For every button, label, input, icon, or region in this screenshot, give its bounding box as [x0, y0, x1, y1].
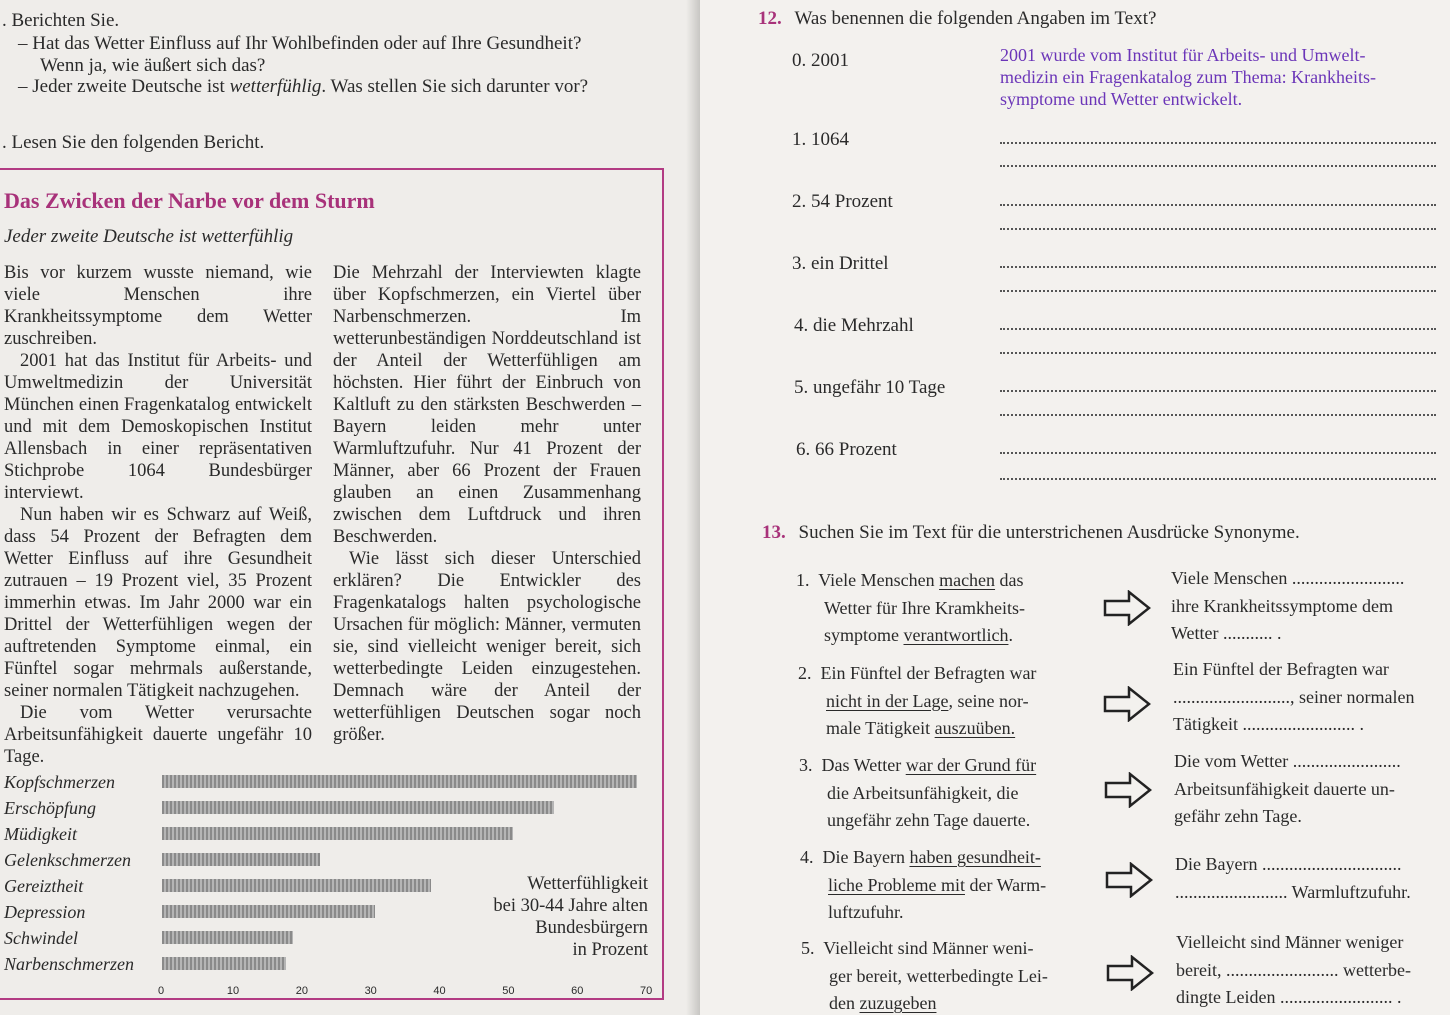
exercise-13-heading	[762, 522, 1300, 544]
bar	[162, 801, 554, 814]
underlined-expression: liche Probleme mit	[828, 874, 965, 895]
article-title: Das Zwicken der Narbe vor dem Sturm	[4, 188, 375, 213]
q12-item-label: 6. 66 Prozent	[796, 439, 897, 460]
bar-label: Gereiztheit	[4, 876, 84, 896]
x-tick-label: 10	[226, 985, 240, 997]
underlined-expression: haben gesundheit-	[909, 847, 1041, 867]
q12-item-label: 3. ein Drittel	[792, 253, 889, 274]
answer-line[interactable]	[1000, 266, 1436, 268]
bar-label: Narbenschmerzen	[4, 954, 134, 974]
answer-line[interactable]	[1000, 142, 1436, 144]
q12-item-label: 1. 1064	[792, 129, 849, 150]
synonym-item: 2. Ein Fünftel der Befragten war nicht in der Lage, seine nor- male Tätigkeit auszuüben.	[798, 663, 1037, 738]
underlined-expression: verantwortlich	[903, 625, 1009, 645]
synonym-item: 4. Die Bayern haben gesundheit- liche Probleme mit der Warm- luftzufuhr.	[800, 847, 1047, 922]
article-paragraph: 2001 hat das Institut für Arbeits- und Umweltmedizin der Universität München einen Fragenkatalog entwickelt und mit dem Demoskopischen Institut Allensbach in einer repräsentativen Stichprobe 1064 Bundesbürger interviewt.	[4, 351, 312, 503]
synonym-answer: Die Bayern ............................... ......................... Warmluftzufuhr.	[1175, 854, 1411, 902]
x-tick-label: 0	[158, 985, 165, 997]
bar-label: Gelenkschmerzen	[4, 850, 131, 870]
bar	[162, 957, 286, 970]
bar-label: Kopfschmerzen	[4, 772, 115, 792]
right-page	[700, 0, 1450, 1015]
bar	[162, 827, 513, 840]
synonym-item: 1. Viele Menschen machen das Wetter für Ihre Kramkheits- symptome verantwortlich.	[796, 570, 1025, 645]
answer-line[interactable]	[1000, 352, 1436, 354]
x-tick-label: 20	[295, 985, 308, 997]
task-intro-line: . Berichten Sie.	[2, 10, 120, 31]
x-tick-label: 70	[640, 985, 653, 997]
q12-item-label: 5. ungefähr 10 Tage	[794, 377, 946, 398]
underlined-expression: machen	[939, 570, 996, 590]
task-read-instruction: . Lesen Sie den folgenden Bericht.	[2, 132, 265, 153]
answer-line[interactable]	[1000, 228, 1436, 230]
underlined-expression: nicht in der Lage	[826, 690, 949, 711]
bar-label: Schwindel	[4, 928, 78, 948]
bar-label: Depression	[4, 902, 86, 922]
exercise-12-heading	[758, 8, 1156, 30]
bar	[162, 879, 431, 892]
x-tick-label: 60	[571, 985, 584, 997]
bar	[162, 775, 637, 788]
exercise-instruction: Was benennen die folgenden Angaben im Text?	[794, 8, 1157, 29]
underlined-expression: war der Grund für	[905, 755, 1037, 775]
bar-label: Erschöpfung	[4, 798, 96, 818]
bar	[162, 931, 293, 944]
task-question-line: – Jeder zweite Deutsche ist wetterfühlig. Was stellen Sie sich darunter vor?	[18, 76, 589, 97]
synonym-answer: Die vom Wetter ........................ Arbeitsunfähigkeit dauerte un- gefähr zehn Tage.	[1174, 751, 1401, 826]
article-paragraph: Die vom Wetter verursachte Arbeitsunfähigkeit dauerte ungefähr 10 Tage.	[4, 703, 312, 767]
exercise-number: 13.	[762, 522, 786, 543]
answer-line[interactable]	[1000, 452, 1436, 454]
left-page	[0, 0, 700, 1015]
synonym-answer: Vielleicht sind Männer weniger bereit, ......................... wetterbe- dingte Leiden ......................... .	[1176, 932, 1411, 1007]
arrow-right-icon	[1105, 862, 1153, 898]
article-paragraph: Bis vor kurzem wusste niemand, wie viele Menschen ihre Krankheitssymptome dem Wetter zuschreiben.	[4, 263, 312, 349]
legend-line: bei 30-44 Jahre alten	[493, 896, 648, 916]
bar-label: Müdigkeit	[4, 824, 77, 844]
arrow-right-icon	[1106, 955, 1154, 991]
task-question-line: – Hat das Wetter Einfluss auf Ihr Wohlbefinden oder auf Ihre Gesundheit?	[18, 33, 582, 54]
synonym-answer: Ein Fünftel der Befragten war .........................., seiner normalen Tätigkeit ......................... .	[1173, 659, 1415, 734]
article-paragraph: Nun haben wir es Schwarz auf Weiß, dass 54 Prozent der Befragten dem Wetter Einfluss auf ihre Gesundheit zutrauen – 19 Prozent viel, 35 Prozent immerhin etwas. Im Jahr 2000 war ein Drittel der Wetterfühligen wegen der auftretenden Symptome einmal, ein Fünftel sogar mehrmals außerstande, seiner normalen Tätigkeit nachzugehen.	[4, 505, 312, 701]
underlined-expression: auszuüben.	[934, 718, 1016, 738]
article-paragraph: Die Mehrzahl der Interviewten klagte über Kopfschmerzen, ein Viertel über Narbenschmerzen. Im wetterunbeständigen Norddeutschland ist der Anteil der Wetterfühligen am höchsten. Hier führt der Einbruch von Kaltluft zu den stärksten Beschwerden – Bayern leiden mehr unter Warmluftzufuhr. Nur 41 Prozent der Männer, aber 66 Prozent der Frauen glauben an einen Zusammenhang zwischen dem Luftdruck und ihren Beschwerden.	[333, 263, 641, 547]
answer-line[interactable]	[1000, 390, 1436, 392]
arrow-right-icon	[1104, 772, 1152, 808]
x-tick-label: 40	[433, 985, 446, 997]
legend-line: Wetterfühligkeit	[527, 874, 648, 894]
answer-line[interactable]	[1000, 414, 1436, 416]
bar	[162, 853, 320, 866]
bar	[162, 905, 375, 918]
x-tick-label: 30	[364, 985, 377, 997]
q12-item-label: 2. 54 Prozent	[792, 191, 893, 212]
answer-line[interactable]	[1000, 478, 1436, 480]
answer-line[interactable]	[1000, 165, 1436, 167]
article-paragraph: Wie lässt sich dieser Unterschied erklären? Die Entwickler des Fragenkatalogs halten psychologische Ursachen für möglich: Männer, vermuten sie, sind vielleicht weniger bereit, sich wetterbedingte Leiden einzugestehen. Demnach wäre der Anteil der wetterfühligen Deutschen sogar noch größer.	[333, 549, 641, 745]
legend-line: in Prozent	[572, 940, 648, 960]
article-column-1	[4, 262, 312, 768]
answer-line[interactable]	[1000, 328, 1436, 330]
answer-line[interactable]	[1000, 204, 1436, 206]
chart-legend	[493, 873, 648, 961]
q12-item-label: 4. die Mehrzahl	[794, 315, 914, 336]
article-column-2	[333, 262, 641, 746]
exercise-instruction: Suchen Sie im Text für die unterstrichenen Ausdrücke Synonyme.	[798, 522, 1300, 543]
task-question-line: Wenn ja, wie äußert sich das?	[40, 55, 266, 76]
underlined-expression: zuzugeben	[859, 993, 937, 1013]
answer-line[interactable]	[1000, 290, 1436, 292]
synonym-item: 3. Das Wetter war der Grund für die Arbeitsunfähigkeit, die ungefähr zehn Tage dauerte.	[799, 755, 1037, 830]
x-tick-label: 50	[502, 985, 515, 997]
arrow-right-icon	[1103, 590, 1151, 626]
q12-item-label: 0. 2001	[792, 50, 849, 71]
article-subtitle: Jeder zweite Deutsche ist wetterfühlig	[4, 226, 294, 247]
legend-line: Bundesbürgern	[535, 918, 648, 938]
exercise-number: 12.	[758, 8, 782, 29]
handwritten-example-answer: 2001 wurde vom Institut für Arbeits- und Umwelt- medizin ein Fragenkatalog zum Thema: Krankheits- symptome und Wetter entwickelt.	[1000, 45, 1377, 109]
synonym-answer: Viele Menschen ......................... ihre Krankheitssymptome dem Wetter ........... .	[1171, 568, 1405, 643]
arrow-right-icon	[1103, 686, 1151, 722]
synonym-item: 5. Vielleicht sind Männer weni- ger bereit, wetterbedingte Lei- den zuzugeben	[801, 938, 1048, 1013]
